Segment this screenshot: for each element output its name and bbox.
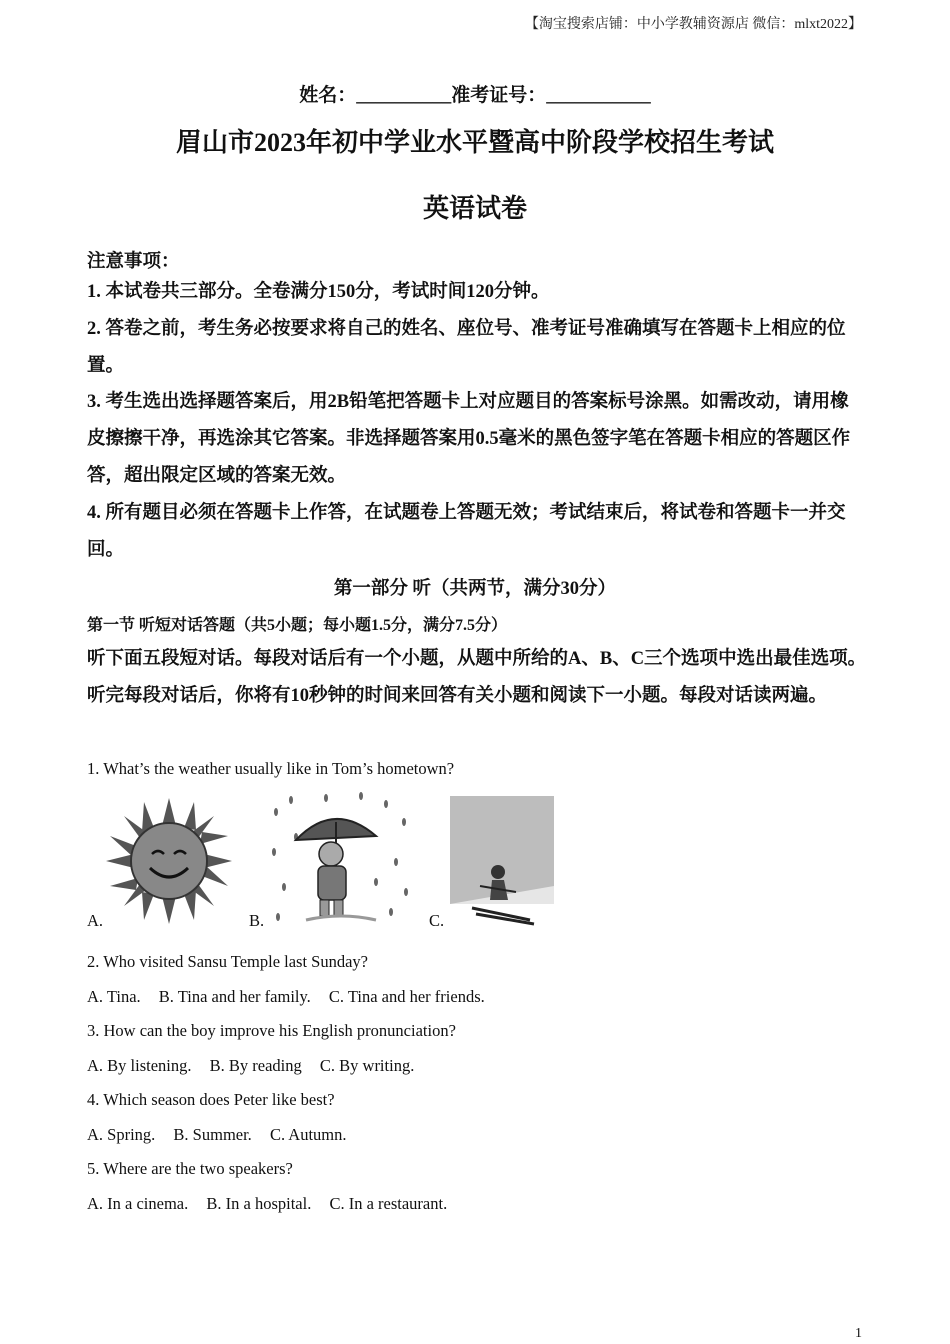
section1-instruction: 听下面五段短对话。每段对话后有一个小题，从题中所给的A、B、C三个选项中选出最佳选项。听完每段对话后，你将有10秒钟的时间来回答有关小题和阅读下一小题。每段对话读两遍。 (87, 649, 867, 706)
question-5-options (87, 1194, 461, 1214)
question-4-options (87, 1125, 361, 1145)
q3-option-c: C. By writing. (319, 1056, 415, 1075)
question-1: 1. What’s the weather usually like in Tom’s hometown? (87, 759, 455, 778)
q3-option-b: B. By reading (209, 1056, 302, 1075)
name-and-exam-number-line: 姓名：__________准考证号：___________ (299, 85, 651, 106)
notice-item-1: 1. 本试卷共三部分。全卷满分150分，考试时间120分钟。 (87, 282, 550, 302)
q2-option-b: B. Tina and her family. (158, 987, 311, 1006)
notice-item-4: 4. 所有题目必须在答题卡上作答，在试题卷上答题无效；考试结束后，将试卷和答题卡一并交回。 (87, 503, 846, 560)
q4-option-c: C. Autumn. (269, 1125, 347, 1144)
rainy-picture-icon (266, 792, 414, 926)
q5-option-c: C. In a restaurant. (329, 1194, 448, 1213)
question-5: 5. Where are the two speakers? (87, 1159, 293, 1178)
question-2-options (87, 987, 499, 1007)
exam-title: 眉山市2023年初中学业水平暨高中阶段学校招生考试 (175, 128, 774, 157)
q2-option-c: C. Tina and her friends. (328, 987, 485, 1006)
q5-option-b: B. In a hospital. (206, 1194, 312, 1213)
q2-option-a: A. Tina. (87, 987, 141, 1006)
pic-label-c: C. (429, 911, 445, 930)
question-3: 3. How can the boy improve his English pronunciation? (87, 1021, 456, 1040)
q4-option-a: A. Spring. (87, 1125, 156, 1144)
exam-subtitle: 英语试卷 (422, 194, 527, 223)
question-3-options (87, 1056, 428, 1076)
notice-item-3: 3. 考生选出选择题答案后，用2B铅笔把答题卡上对应题目的答案标号涂黑。如需改动，请用橡皮擦擦干净，再选涂其它答案。非选择题答案用0.5毫米的黑色签字笔在答题卡相应的答题区作答，超出限定区域的答案无效。 (87, 392, 851, 486)
snowy-picture-icon (450, 796, 554, 926)
part1-title: 第一部分 听（共两节，满分30分） (333, 579, 617, 599)
question-2: 2. Who visited Sansu Temple last Sunday? (87, 952, 368, 971)
section1-title: 第一节 听短对话答题（共5小题；每小题1.5分，满分7.5分） (87, 617, 508, 634)
sunny-picture-icon (104, 796, 234, 926)
pic-label-b: B. (249, 911, 265, 930)
watermark-text: 【淘宝搜索店铺：中小学教辅资源店 微信：mlxt2022】 (524, 17, 862, 32)
page-number: 1 (855, 1326, 862, 1341)
notice-item-2: 2. 答卷之前，考生务必按要求将自己的姓名、座位号、准考证号准确填写在答题卡上相应的位置。 (87, 319, 846, 376)
notice-heading: 注意事项： (87, 252, 180, 272)
q5-option-a: A. In a cinema. (87, 1194, 189, 1213)
q4-option-b: B. Summer. (173, 1125, 252, 1144)
q3-option-a: A. By listening. (87, 1056, 192, 1075)
pic-label-a: A. (87, 911, 104, 930)
question-4: 4. Which season does Peter like best? (87, 1090, 335, 1109)
